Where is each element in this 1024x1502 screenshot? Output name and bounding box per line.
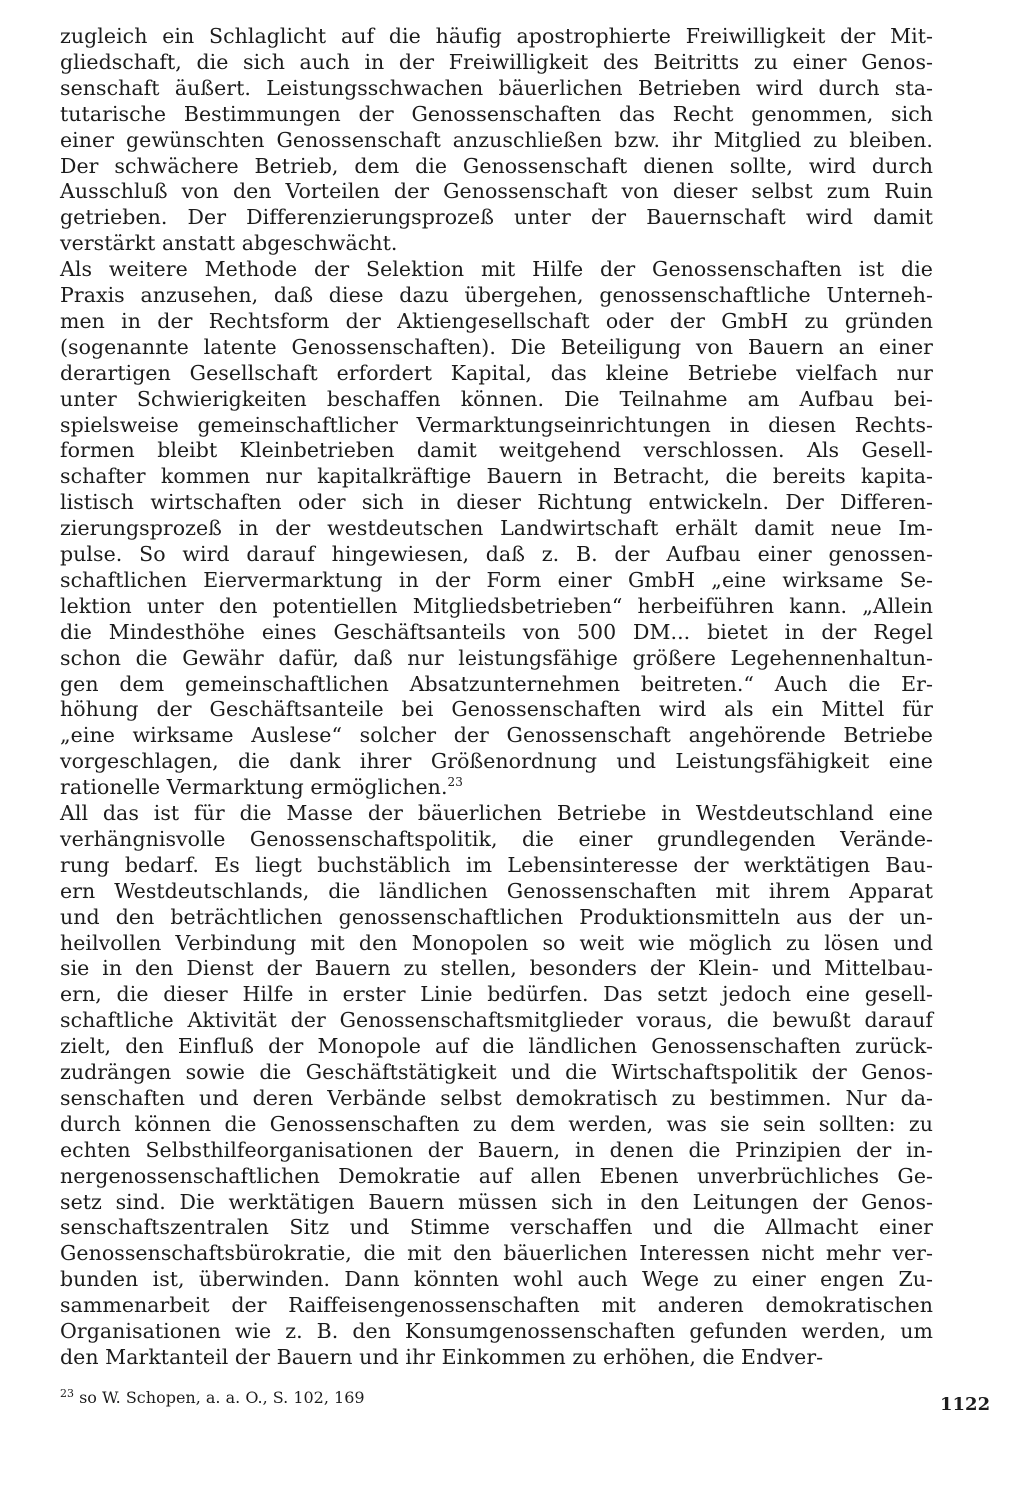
text-line bbox=[60, 308, 933, 334]
text-line bbox=[60, 1189, 933, 1215]
text-line-content: senschaften und deren Verbände selbst demokratisch zu bestimmen. Nur da- bbox=[60, 1085, 933, 1110]
text-line bbox=[60, 75, 933, 101]
text-line-content: Der schwächere Betrieb, dem die Genossenschaft dienen sollte, wird durch bbox=[60, 153, 933, 178]
text-line bbox=[60, 619, 933, 645]
text-line-content: listisch wirtschaften oder sich in dieser Richtung entwickeln. Der Differen- bbox=[60, 490, 933, 515]
text-line bbox=[60, 463, 933, 489]
text-line-content: den Marktanteil der Bauern und ihr Einkommen zu erhöhen, die Endver- bbox=[60, 1344, 824, 1369]
text-line-content: bunden ist, überwinden. Dann könnten wohl auch Wege zu einer engen Zu- bbox=[60, 1267, 933, 1292]
text-line-content: pulse. So wird darauf hingewiesen, daß z. B. der Aufbau einer genossen- bbox=[60, 542, 933, 566]
text-line-content: All das ist für die Masse der bäuerlichen Betriebe in Westdeutschland eine bbox=[60, 801, 933, 825]
text-line bbox=[60, 1266, 933, 1292]
footnote-reference: 23 bbox=[447, 775, 463, 790]
text-line-content: schon die Gewähr dafür, daß nur leistungsfähige größere Legehennenhaltun- bbox=[60, 645, 933, 670]
text-line bbox=[60, 541, 933, 567]
text-line-content: verstärkt anstatt abgeschwächt. bbox=[60, 231, 398, 256]
text-line bbox=[60, 1318, 933, 1344]
text-line bbox=[60, 437, 933, 463]
text-line-content: ern Westdeutschlands, die ländlichen Genossenschaften mit ihrem Apparat bbox=[60, 878, 933, 903]
text-line bbox=[60, 878, 933, 904]
text-line bbox=[60, 1240, 933, 1266]
text-line-content: rung bedarf. Es liegt buchstäblich im Lebensinteresse der werktätigen Bau- bbox=[60, 852, 933, 877]
text-line-content: verhängnisvolle Genossenschaftspolitik, die einer grundlegenden Verände- bbox=[60, 826, 933, 851]
text-line-content: und den beträchtlichen genossenschaftlichen Produktionsmitteln aus der un- bbox=[60, 904, 933, 929]
text-line bbox=[60, 748, 933, 774]
text-line-content: men in der Rechtsform der Aktiengesellschaft oder der GmbH zu gründen bbox=[60, 308, 933, 333]
text-line-content: rationelle Vermarktung ermöglichen. bbox=[60, 775, 448, 800]
text-line-content: setz sind. Die werktätigen Bauern müssen sich in den Leitungen der Genos- bbox=[60, 1189, 933, 1214]
text-line-content: schafter kommen nur kapitalkräftige Bauern in Betracht, die bereits kapita- bbox=[60, 464, 933, 489]
footnote-text: so W. Schopen, a. a. O., S. 102, 169 bbox=[79, 1388, 365, 1407]
text-line-content: die Mindesthöhe eines Geschäftsanteils von 500 DM... bietet in der Regel bbox=[60, 619, 933, 644]
text-line-content: gliedschaft, die sich auch in der Freiwilligkeit des Beitritts zu einer Genos- bbox=[60, 49, 933, 74]
text-line bbox=[60, 852, 933, 878]
footnote bbox=[60, 1387, 365, 1409]
text-line bbox=[60, 386, 933, 412]
text-line bbox=[60, 567, 933, 593]
text-line bbox=[60, 515, 933, 541]
text-line bbox=[60, 1007, 933, 1033]
text-line bbox=[60, 178, 933, 204]
text-line bbox=[60, 930, 933, 956]
text-line bbox=[60, 904, 933, 930]
text-line bbox=[60, 256, 933, 282]
text-line-content: getrieben. Der Differenzierungsprozeß unter der Bauernschaft wird damit bbox=[60, 205, 933, 230]
text-line-content: zierungsprozeß in der westdeutschen Landwirtschaft erhält damit neue Im- bbox=[60, 516, 933, 541]
text-line bbox=[60, 1059, 933, 1085]
text-line bbox=[60, 282, 933, 308]
text-line bbox=[60, 49, 933, 75]
text-line bbox=[60, 800, 933, 826]
text-line bbox=[60, 489, 933, 515]
text-line-content: (sogenannte latente Genossenschaften). Die Beteiligung von Bauern an einer bbox=[60, 334, 933, 359]
text-line-content: nergenossenschaftlichen Demokratie auf allen Ebenen unverbrüchliches Ge- bbox=[60, 1163, 933, 1188]
text-line bbox=[60, 645, 933, 671]
text-line bbox=[60, 334, 933, 360]
text-line-content: Organisationen wie z. B. den Konsumgenossenschaften gefunden werden, um bbox=[60, 1319, 933, 1343]
text-line-content: derartigen Gesellschaft erfordert Kapital, das kleine Betriebe vielfach nur bbox=[60, 360, 933, 385]
text-line bbox=[60, 1163, 933, 1189]
text-line-content: vorgeschlagen, die dank ihrer Größenordnung und Leistungsfähigkeit eine bbox=[60, 749, 933, 774]
text-line bbox=[60, 204, 933, 230]
text-line bbox=[60, 23, 933, 49]
text-line-content: senschaftszentralen Sitz und Stimme verschaffen und die Allmacht einer bbox=[60, 1215, 933, 1240]
text-line bbox=[60, 1111, 933, 1137]
text-line-content: schaftlichen Eiervermarktung in der Form einer GmbH „eine wirksame Se- bbox=[60, 567, 933, 592]
text-line-content: lektion unter den potentiellen Mitgliedsbetrieben“ herbeiführen kann. „Allein bbox=[60, 593, 933, 618]
text-line-content: höhung der Geschäftsanteile bei Genossenschaften wird als ein Mittel für bbox=[60, 697, 933, 722]
text-line bbox=[60, 230, 933, 256]
text-line-content: schaftliche Aktivität der Genossenschaftsmitglieder voraus, die bewußt darauf bbox=[60, 1008, 933, 1033]
text-line-content: zudrängen sowie die Geschäftstätigkeit und die Wirtschaftspolitik der Genos- bbox=[60, 1060, 933, 1084]
text-line bbox=[60, 153, 933, 179]
text-line-content: „eine wirksame Auslese“ solcher der Genossenschaft angehörende Betriebe bbox=[60, 723, 933, 748]
text-line-content: gen dem gemeinschaftlichen Absatzunternehmen beitreten.“ Auch die Er- bbox=[60, 671, 933, 696]
text-line-content: formen bleibt Kleinbetrieben damit weitgehend verschlossen. Als Gesell- bbox=[60, 438, 933, 463]
text-line-content: tutarische Bestimmungen der Genossenschaften das Recht genommen, sich bbox=[60, 101, 933, 126]
text-line-content: sie in den Dienst der Bauern zu stellen, besonders der Klein- und Mittelbau- bbox=[60, 956, 933, 981]
text-line bbox=[60, 1085, 933, 1111]
text-line-content: heilvollen Verbindung mit den Monopolen so weit wie möglich zu lösen und bbox=[60, 930, 933, 955]
text-line-content: senschaft äußert. Leistungsschwachen bäuerlichen Betrieben wird durch sta- bbox=[60, 75, 933, 100]
text-line bbox=[60, 696, 933, 722]
text-line-content: sammenarbeit der Raiffeisengenossenschaften mit anderen demokratischen bbox=[60, 1293, 933, 1318]
text-line bbox=[60, 1137, 933, 1163]
text-line-content: unter Schwierigkeiten beschaffen können. Die Teilnahme am Aufbau bei- bbox=[60, 386, 933, 411]
text-line bbox=[60, 101, 933, 127]
text-line bbox=[60, 826, 933, 852]
text-line-content: Genossenschaftsbürokratie, die mit den bäuerlichen Interessen nicht mehr ver- bbox=[60, 1241, 933, 1266]
text-line bbox=[60, 412, 933, 438]
text-line-content: spielsweise gemeinschaftlicher Vermarktungseinrichtungen in diesen Rechts- bbox=[60, 412, 933, 437]
text-line bbox=[60, 1033, 933, 1059]
page-number: 1122 bbox=[940, 1394, 991, 1415]
text-line-content: Ausschluß von den Vorteilen der Genossenschaft von dieser selbst zum Ruin bbox=[60, 179, 933, 204]
text-line bbox=[60, 774, 933, 800]
text-line bbox=[60, 360, 933, 386]
text-line bbox=[60, 593, 933, 619]
text-line bbox=[60, 1214, 933, 1240]
text-line-content: ern, die dieser Hilfe in erster Linie bedürfen. Das setzt jedoch eine gesell- bbox=[60, 982, 933, 1007]
text-line-content: Praxis anzusehen, daß diese dazu übergehen, genossenschaftliche Unterneh- bbox=[60, 283, 933, 307]
text-line-content: zugleich ein Schlaglicht auf die häufig apostrophierte Freiwilligkeit der Mit- bbox=[60, 24, 933, 48]
text-line bbox=[60, 1344, 933, 1370]
text-line bbox=[60, 1292, 933, 1318]
text-line bbox=[60, 127, 933, 153]
text-line bbox=[60, 671, 933, 697]
footnote-marker: 23 bbox=[60, 1387, 74, 1400]
text-line-content: einer gewünschten Genossenschaft anzuschließen bzw. ihr Mitglied zu bleiben. bbox=[60, 127, 933, 152]
text-line bbox=[60, 955, 933, 981]
text-line-content: durch können die Genossenschaften zu dem werden, was sie sein sollten: zu bbox=[60, 1111, 933, 1136]
text-line-content: Als weitere Methode der Selektion mit Hilfe der Genossenschaften ist die bbox=[60, 257, 933, 282]
text-line-content: zielt, den Einfluß der Monopole auf die ländlichen Genossenschaften zurück- bbox=[60, 1034, 933, 1059]
text-line bbox=[60, 722, 933, 748]
text-line bbox=[60, 981, 933, 1007]
text-line-content: echten Selbsthilfeorganisationen der Bauern, in denen die Prinzipien der in- bbox=[60, 1137, 933, 1162]
